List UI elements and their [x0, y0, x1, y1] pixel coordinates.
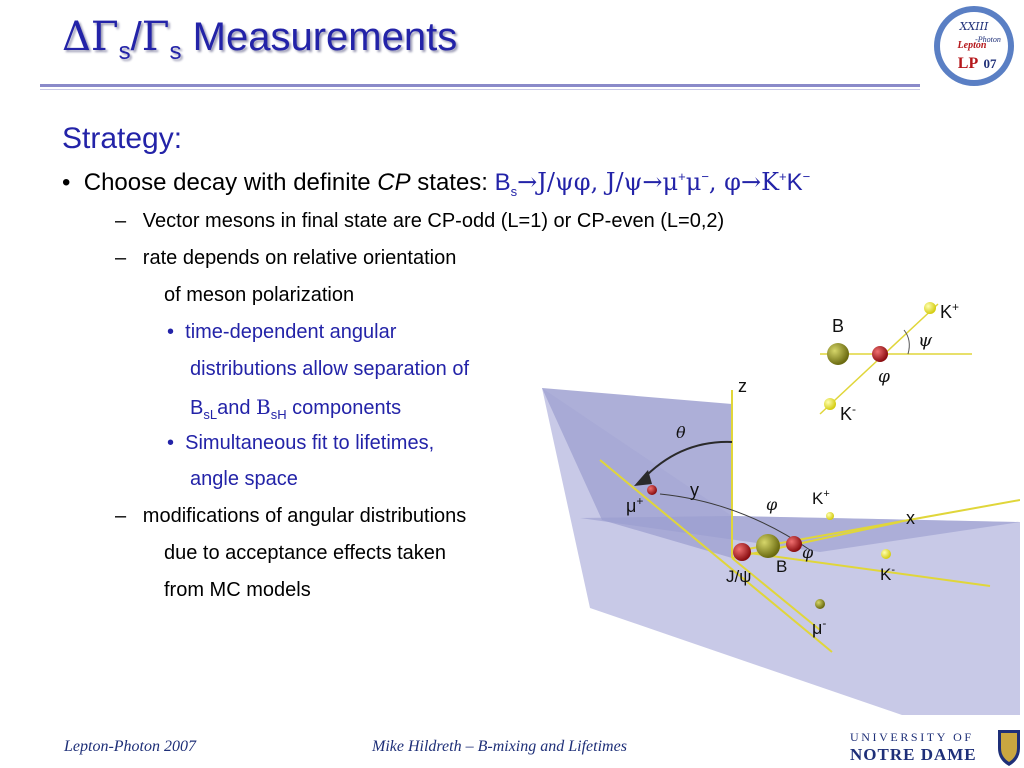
km-ball: [881, 549, 891, 559]
label-phi1: φ: [766, 495, 778, 514]
inset-label-psi: ψ: [918, 330, 933, 351]
kp-ball: [826, 512, 834, 520]
subsub-angular-line2: distributions allow separation of: [190, 358, 470, 380]
label-phi2: φ: [802, 543, 814, 562]
jpsi-ball: [733, 543, 751, 561]
slide-title: [62, 14, 457, 66]
logo-year: 07: [983, 56, 997, 71]
title-rule-thin: [40, 89, 920, 90]
label-x: x: [906, 508, 915, 528]
subsub-fit-line1: • Simultaneous fit to lifetimes,: [167, 432, 435, 454]
decay-angle-diagram: [520, 290, 1020, 730]
logo-name2: -Photon: [975, 35, 1001, 44]
gamma-symbol: Γ: [90, 14, 119, 60]
title-word: Measurements: [192, 15, 458, 59]
inset-km-ball: [824, 398, 836, 410]
sub-acceptance-line3: from MC models: [164, 579, 311, 601]
gamma-symbol: Γ: [141, 14, 170, 60]
footer-author: Mike Hildreth – B-mixing and Lifetimes: [372, 738, 627, 755]
label-mu-plus: μ+: [626, 494, 644, 516]
sub-cp-states: – Vector mesons in final state are CP-odd (L=1) or CP-even (L=0,2): [115, 210, 725, 232]
label-y: y: [690, 480, 699, 500]
inset-kp-ball: [924, 302, 936, 314]
sub-acceptance-line2: due to acceptance effects taken: [164, 542, 447, 564]
decay-formula: $B_s\to J/\psi\varphi$, J/ψ→μ+μ−, φ→K+K−: [494, 168, 811, 199]
logo-lp: LP: [957, 55, 979, 72]
label-theta: θ: [676, 423, 686, 442]
logo-name1: Lepton: [957, 40, 987, 51]
title-sub: s: [169, 38, 182, 65]
mu-minus-ball: [815, 599, 825, 609]
title-sub: s: [118, 38, 131, 65]
bullet: •: [62, 169, 71, 196]
label-mu-minus: μ-: [812, 616, 827, 638]
subsub-fit-line2: angle space: [190, 468, 298, 490]
label-km: K-: [880, 564, 896, 584]
sub-acceptance-line1: – modifications of angular distributions: [115, 505, 467, 527]
strategy-heading: Strategy:: [62, 122, 183, 155]
sub-orientation-line2: of meson polarization: [164, 284, 355, 306]
b-meson-ball: [756, 534, 780, 558]
bullet-text: Choose decay with definite: [83, 169, 378, 196]
lepton-photon-logo: [932, 4, 1016, 88]
title-rule: [40, 84, 920, 87]
subsub-angular-line3: $B_{sL}and$ $B_{sH}$ components: [190, 395, 402, 422]
inset-psi-arc: [904, 330, 909, 354]
label-b: B: [776, 557, 788, 576]
bullet-decay: [62, 168, 810, 199]
notre-dame-logo: [848, 726, 1024, 768]
inset-label-b: B: [832, 316, 845, 336]
inset-phi-ball: [872, 346, 888, 362]
subsub-angular-line1: • time-dependent angular: [167, 321, 397, 343]
title-slash: /: [130, 15, 142, 59]
nd-line1: UNIVERSITY OF: [850, 730, 974, 744]
nd-line2: NOTRE DAME: [850, 745, 977, 764]
label-kp: K+: [812, 488, 830, 508]
sub-orientation-line1: – rate depends on relative orientation: [115, 247, 457, 269]
footer-conference: Lepton-Photon 2007: [64, 738, 196, 755]
mu-plus-ball: [647, 485, 657, 495]
label-z: z: [738, 376, 747, 396]
inset-label-kp: K+: [940, 300, 960, 322]
bullet-text2: states:: [410, 169, 495, 196]
inset-b-ball: [827, 343, 849, 365]
label-jpsi: J/ψ: [726, 567, 752, 586]
inset-label-km: K-: [840, 402, 857, 424]
inset-label-phi: φ: [878, 367, 890, 387]
delta-symbol: Δ: [62, 14, 91, 60]
shield-icon: [998, 730, 1020, 766]
cp-text: CP: [377, 169, 411, 196]
logo-roman: XXIII: [959, 20, 989, 33]
phi-ball: [786, 536, 802, 552]
